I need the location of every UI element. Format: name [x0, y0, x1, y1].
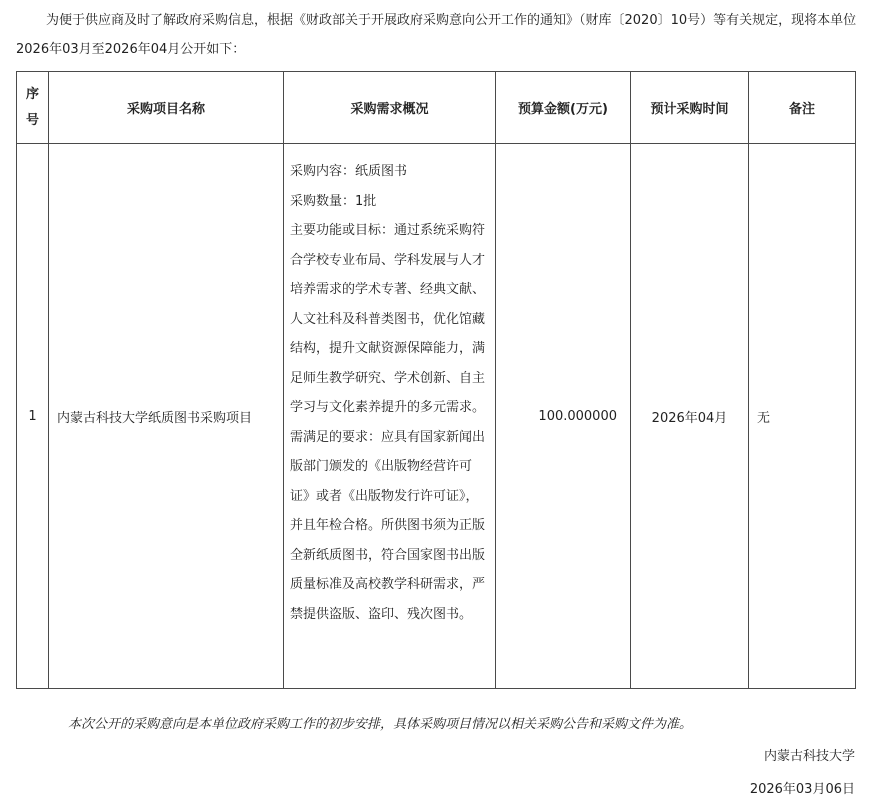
desc-line: 并且年检合格。所供图书须为正版 [290, 518, 486, 533]
desc-line: 需满足的要求：应具有国家新闻出 [290, 429, 486, 445]
desc-line: 合学校专业布局、学科发展与人才 [290, 252, 486, 268]
intro-paragraph [16, 6, 866, 64]
header-expected-time: 预计采购时间 [631, 72, 749, 144]
intro-line-2: 2026年03月至2026年04月公开如下： [16, 42, 246, 57]
desc-line: 版部门颁发的《出版物经营许可 [290, 459, 473, 474]
header-budget: 预算金额(万元) [496, 72, 631, 144]
footnote: 本次公开的采购意向是本单位政府采购工作的初步安排，具体采购项目情况以相关采购公告和采购文件为准。 [68, 717, 693, 732]
desc-line: 学习与文化素养提升的多元需求。 [290, 400, 486, 415]
desc-line: 证》或者《出版物发行许可证》， [290, 488, 479, 504]
table-row [17, 144, 856, 689]
header-remarks: 备注 [749, 72, 856, 144]
header-seq: 序 号 [17, 72, 49, 144]
desc-line: 禁提供盗版、盗印、残次图书。 [290, 606, 473, 622]
desc-line: 培养需求的学术专著、经典文献、 [290, 282, 486, 297]
desc-line: 主要功能或目标：通过系统采购符 [290, 223, 486, 238]
cell-budget: 100.000000 [496, 144, 631, 689]
desc-line: 人文社科及科普类图书，优化馆藏 [290, 311, 486, 327]
procurement-intention-table [16, 71, 856, 689]
signer-org: 内蒙古科技大学 [763, 749, 855, 764]
publish-date: 2026年03月06日 [749, 782, 855, 797]
desc-line: 足师生教学研究、学术创新、自主 [290, 370, 486, 386]
cell-project-name: 内蒙古科技大学纸质图书采购项目 [49, 144, 284, 689]
desc-line: 结构，提升文献资源保障能力，满 [290, 341, 486, 356]
cell-seq: 1 [17, 144, 49, 689]
intro-line-1: 为便于供应商及时了解政府采购信息，根据《财政部关于开展政府采购意向公开工作的通知》（财库〔2020〕10号）等有关规定，现将本单位 [46, 13, 857, 28]
cell-remarks: 无 [749, 144, 856, 689]
desc-line: 全新纸质图书，符合国家图书出版 [290, 547, 486, 563]
table-header-row [17, 72, 856, 144]
header-project-name: 采购项目名称 [49, 72, 284, 144]
cell-expected-time: 2026年04月 [631, 144, 749, 689]
header-requirement-overview: 采购需求概况 [284, 72, 496, 144]
desc-line: 采购数量：1批 [290, 193, 377, 209]
cell-requirement-overview [284, 144, 496, 689]
desc-line: 采购内容：纸质图书 [290, 164, 408, 179]
desc-line: 质量标准及高校教学科研需求，严 [290, 577, 486, 592]
